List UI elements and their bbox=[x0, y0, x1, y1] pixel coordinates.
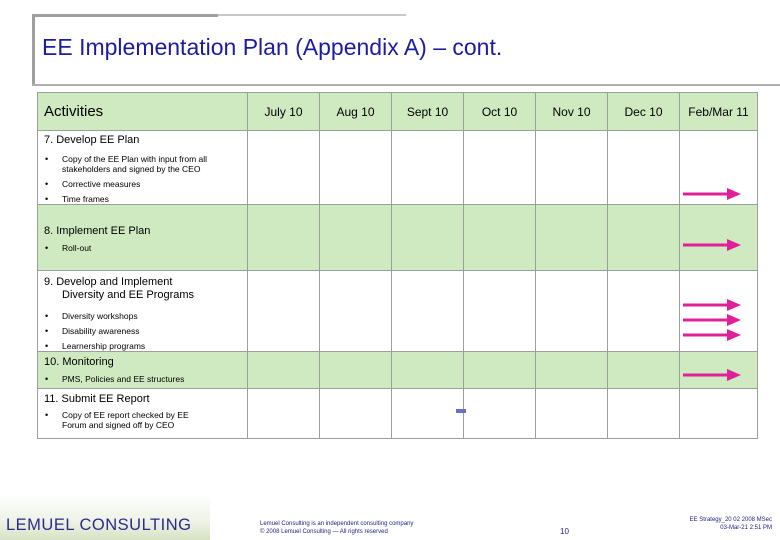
section-row-11 bbox=[38, 389, 758, 439]
section-row-10 bbox=[38, 352, 758, 389]
activity-cell bbox=[38, 271, 248, 352]
header-month: Dec 10 bbox=[608, 93, 680, 131]
header-month: Aug 10 bbox=[320, 93, 392, 131]
timeline-arrow-icon bbox=[683, 314, 741, 326]
section-row-9 bbox=[38, 271, 758, 352]
timeline-marker-icon bbox=[456, 409, 466, 413]
timeline-cell bbox=[680, 131, 758, 205]
header-month: Sept 10 bbox=[392, 93, 464, 131]
section-heading: 11. Submit EE Report bbox=[44, 393, 150, 405]
section-heading-line2: Diversity and EE Programs bbox=[62, 289, 195, 301]
bullet-item: • Roll-out bbox=[44, 243, 241, 253]
bullet-item: • Learnership programs bbox=[44, 341, 241, 351]
page-title: EE Implementation Plan (Appendix A) – cont. bbox=[42, 34, 503, 60]
section-row-8 bbox=[38, 205, 758, 271]
section-heading: 7. Develop EE Plan bbox=[44, 134, 140, 146]
section-heading: 8. Implement EE Plan bbox=[44, 225, 151, 237]
header-month: Feb/Mar 11 bbox=[680, 93, 758, 131]
bullet-item: • Diversity workshops bbox=[44, 311, 241, 321]
timeline-cell bbox=[680, 205, 758, 271]
footer-file-info: EE Strategy_20 02 2008 MSec 03-Mar-21 2:51 PM bbox=[689, 517, 772, 531]
section-row-7 bbox=[38, 131, 758, 205]
header-month: July 10 bbox=[248, 93, 320, 131]
company-logo: LEMUEL CONSULTING bbox=[6, 516, 192, 534]
bullet-item: • Copy of EE report checked by EE Forum and signed off by CEO bbox=[44, 410, 241, 430]
bullet-item: • Time frames bbox=[44, 194, 241, 204]
activity-cell bbox=[38, 205, 248, 271]
bullet-item: • Disability awareness bbox=[44, 326, 241, 336]
header-month: Nov 10 bbox=[536, 93, 608, 131]
timeline-arrow-icon bbox=[683, 299, 741, 311]
timeline-arrow-icon bbox=[683, 239, 741, 251]
timeline-cell bbox=[680, 352, 758, 389]
timeline-arrow-icon bbox=[683, 188, 741, 200]
plan-table bbox=[37, 92, 758, 439]
activity-cell bbox=[38, 352, 248, 389]
bullet-item: • Corrective measures bbox=[44, 179, 241, 189]
activity-cell bbox=[38, 131, 248, 205]
page-number: 10 bbox=[560, 527, 569, 536]
header-month: Oct 10 bbox=[464, 93, 536, 131]
timeline-cell bbox=[392, 389, 464, 439]
section-heading: 10. Monitoring bbox=[44, 356, 114, 368]
header-activities: Activities bbox=[38, 93, 248, 131]
header-row bbox=[38, 93, 758, 131]
bullet-item: • Copy of the EE Plan with input from all stakeholders and signed by the CEO bbox=[44, 154, 241, 174]
timeline-arrow-icon bbox=[683, 369, 741, 381]
bullet-item: • PMS, Policies and EE structures bbox=[44, 374, 241, 384]
activity-cell bbox=[38, 389, 248, 439]
timeline-arrow-icon bbox=[683, 329, 741, 341]
footer-copyright: Lemuel Consulting is an independent consulting company © 2008 Lemuel Consulting — All rights reserved bbox=[260, 521, 414, 535]
section-heading: 9. Develop and Implement bbox=[44, 276, 173, 288]
timeline-cell bbox=[680, 271, 758, 352]
